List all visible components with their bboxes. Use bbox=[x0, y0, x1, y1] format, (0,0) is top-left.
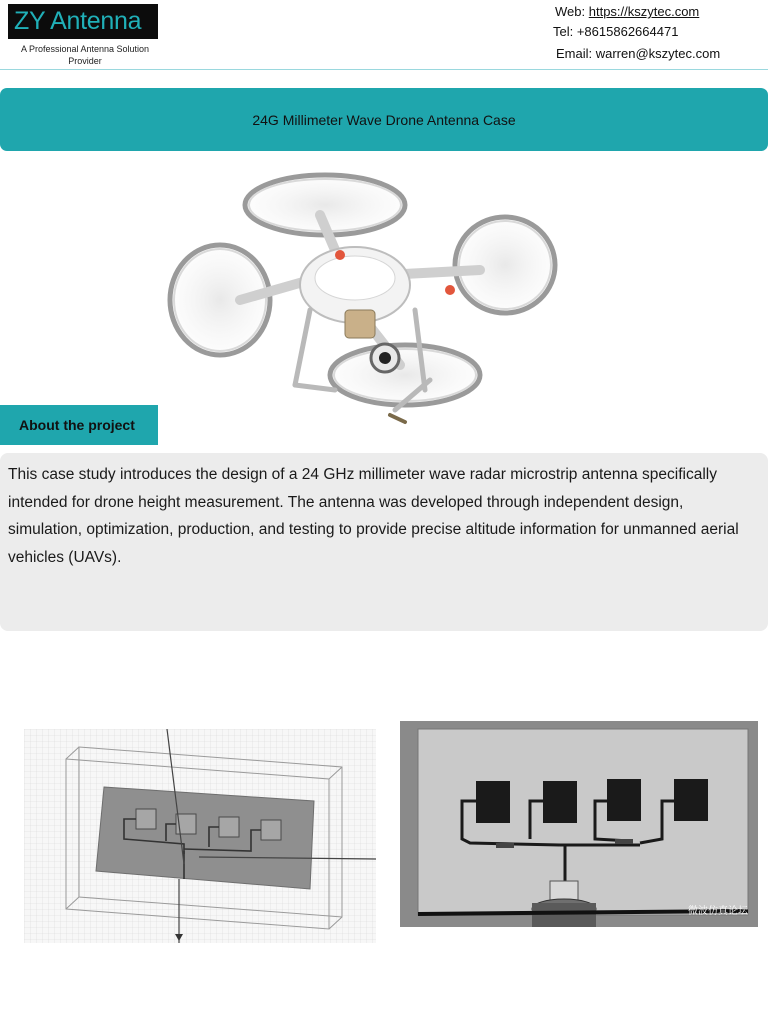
contact-web bbox=[555, 4, 699, 20]
about-tab bbox=[0, 405, 158, 445]
page-title: 24G Millimeter Wave Drone Antenna Case bbox=[252, 111, 516, 128]
website-link[interactable]: https://kszytec.com bbox=[588, 4, 700, 19]
tagline: A Professional Antenna Solution Provider bbox=[20, 44, 150, 66]
logo[interactable] bbox=[8, 4, 158, 39]
logo-text: ZY Antenna bbox=[14, 7, 142, 35]
photo-watermark: 微波仿真论坛 bbox=[688, 906, 748, 917]
about-description: This case study introduces the design of a 24 GHz millimeter wave radar microstrip antenna specifically intended for drone height measurement. The antenna was developed through independent design, simulation, optimization, production, and testing to provide precise altitude information for unmanned aerial vehicles (UAVs). bbox=[8, 466, 739, 566]
antenna-simulation-image bbox=[24, 729, 376, 943]
page-title-banner bbox=[0, 88, 768, 151]
web-label: Web: bbox=[555, 4, 586, 19]
about-panel bbox=[0, 453, 768, 631]
contact-tel: Tel: +8615862664471 bbox=[553, 24, 679, 39]
about-tab-label: About the project bbox=[19, 417, 135, 433]
drone-image bbox=[160, 160, 570, 430]
contact-email: Email: warren@kszytec.com bbox=[556, 46, 721, 61]
antenna-photo bbox=[400, 721, 758, 927]
header-divider bbox=[0, 69, 768, 70]
antenna-photo-drawing bbox=[400, 721, 758, 927]
